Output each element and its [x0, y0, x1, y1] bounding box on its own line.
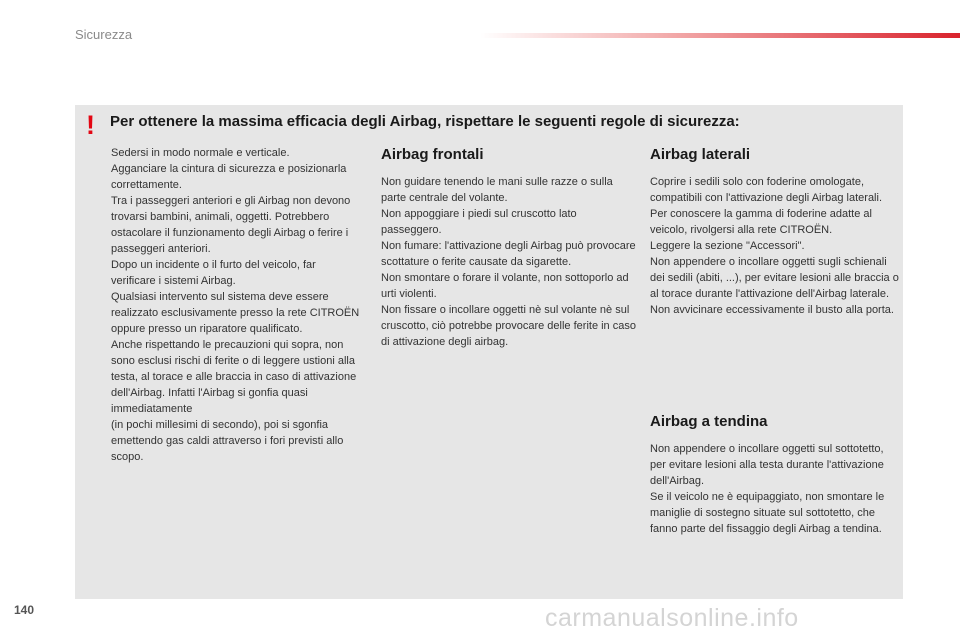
frontal-airbags-title: Airbag frontali — [381, 146, 484, 163]
safety-headline: Per ottenere la massima efficacia degli Airbag, rispettare le seguenti regole di sicurezza: — [110, 113, 740, 130]
page-number: 140 — [14, 603, 35, 617]
general-rules — [111, 145, 361, 465]
lateral-airbags-section — [650, 146, 900, 318]
header-accent-bar — [480, 33, 960, 38]
section-title: Sicurezza — [75, 27, 133, 42]
curtain-airbags-section — [650, 413, 900, 537]
general-rules-text: Sedersi in modo normale e verticale. Agganciare la cintura di sicurezza e posizionarla correttamente. Tra i passeggeri anteriori e gli Airbag non devono trovarsi bambini, animali, oggetti. Potrebbero ostacolare il funzionamento degli Airbag o ferire i passeggeri anteriori. Dopo un incidente o il furto del veicolo, far verificare i sistemi Airbag. Qualsiasi intervento sul sistema deve essere realizzato esclusivamente presso la rete CITROËN oppure presso un riparatore qualificato. Anche rispettando le precauzioni qui sopra, non sono esclusi rischi di ferite o di leggere ustioni alla testa, al torace e alle braccia in caso di attivazione dell'Airbag. Infatti l'Airbag si gonfia quasi immediatamente (in pochi millesimi di secondo), poi si sgonfia emettendo gas caldi attraverso i fori previsti allo scopo. — [111, 147, 360, 463]
warning-icon: ! — [86, 110, 95, 140]
curtain-airbags-title: Airbag a tendina — [650, 413, 768, 430]
curtain-airbags-text: Non appendere o incollare oggetti sul sottotetto, per evitare lesioni alla testa durante l'attivazione dell'Airbag. Se il veicolo ne è equipaggiato, non smontare le maniglie di sostegno situate sul sottotetto, che fanno parte del fissaggio degli Airbag a tendina. — [650, 443, 885, 535]
lateral-airbags-title: Airbag laterali — [650, 146, 751, 163]
frontal-airbags-text: Non guidare tenendo le mani sulle razze o sulla parte centrale del volante. Non appoggiare i piedi sul cruscotto lato passeggero. Non fumare: l'attivazione degli Airbag può provocare scottature o ferite causate da sigarette. Non smontare o forare il volante, non sottoporlo ad urti violenti. Non fissare o incollare oggetti nè sul volante nè sul cruscotto, ciò potrebbe provocare delle ferite in caso di attivazione degli airbag. — [381, 176, 636, 348]
frontal-airbags-section — [381, 146, 636, 350]
lateral-airbags-text: Coprire i sedili solo con foderine omologate, compatibili con l'attivazione degli Airbag laterali. Per conoscere la gamma di foderine adatte al veicolo, rivolgersi alla rete CITROËN. Leggere la sezione "Accessori". Non appendere o incollare oggetti sugli schienali dei sedili (abiti, ...), per evitare lesioni alle braccia o al torace durante l'attivazione dell'Airbag laterale. Non avvicinare eccessivamente il busto alla porta. — [650, 176, 899, 316]
watermark: carmanualsonline.info — [545, 604, 799, 632]
